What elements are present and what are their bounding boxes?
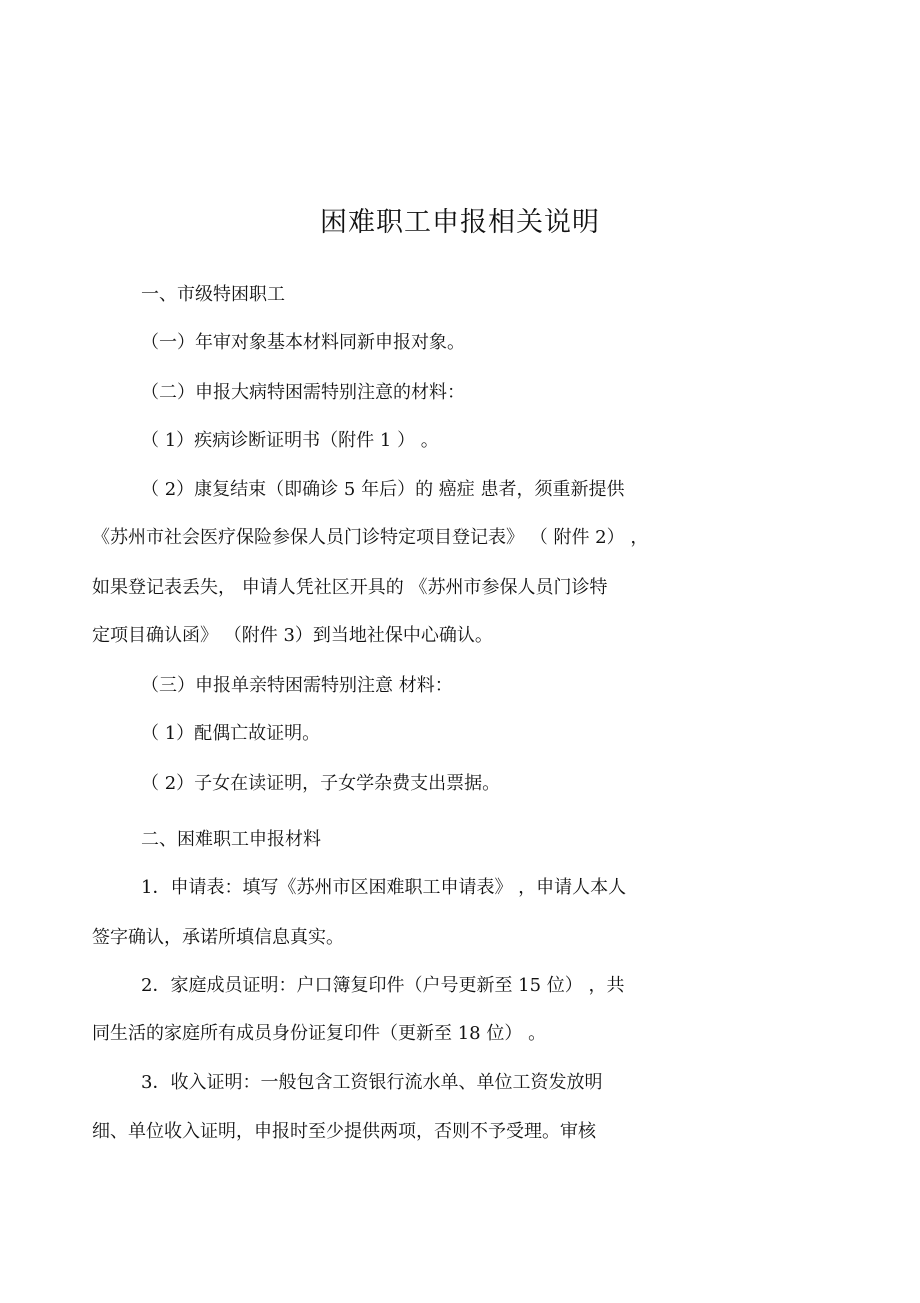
paragraph-line: （ 2）子女在读证明，子女学杂费支出票据。 xyxy=(141,773,501,794)
paragraph-line: 定项目确认函》 （附件 3）到当地社保中心确认。 xyxy=(92,625,493,646)
paragraph-line: （一）年审对象基本材料同新申报对象。 xyxy=(141,332,465,353)
paragraph-line: 如果登记表丢失， 申请人凭社区开具的 《苏州市参保人员门诊特 xyxy=(92,577,608,598)
paragraph-line: 1．申请表：填写《苏州市区困难职工申请表》 ，申请人本人 xyxy=(141,877,627,898)
document-title: 困难职工申报相关说明 xyxy=(320,207,600,238)
section-heading-2: 二、困难职工申报材料 xyxy=(141,829,321,850)
paragraph-line: 2．家庭成员证明：户口簿复印件（户号更新至 15 位） ，共 xyxy=(141,975,625,996)
paragraph-line: 《苏州市社会医疗保险参保人员门诊特定项目登记表》 （ 附件 2） ， xyxy=(92,527,649,548)
paragraph-line: （二）申报大病特困需特别注意的材料： xyxy=(141,382,465,403)
paragraph-line: 细、单位收入证明，申报时至少提供两项，否则不予受理。审核 xyxy=(92,1121,596,1142)
paragraph-line: （三）申报单亲特困需特别注意 材料： xyxy=(141,675,453,696)
paragraph-line: （ 1）疾病诊断证明书（附件 1 ） 。 xyxy=(141,430,439,451)
paragraph-line: 同生活的家庭所有成员身份证复印件（更新至 18 位） 。 xyxy=(92,1023,547,1044)
paragraph-line: （ 1）配偶亡故证明。 xyxy=(141,723,321,744)
section-heading-1: 一、市级特困职工 xyxy=(141,284,285,305)
paragraph-line: 3．收入证明：一般包含工资银行流水单、单位工资发放明 xyxy=(141,1072,603,1093)
paragraph-line: （ 2）康复结束（即确诊 5 年后）的 癌症 患者，须重新提供 xyxy=(141,479,625,500)
paragraph-line: 签字确认，承诺所填信息真实。 xyxy=(92,927,344,948)
